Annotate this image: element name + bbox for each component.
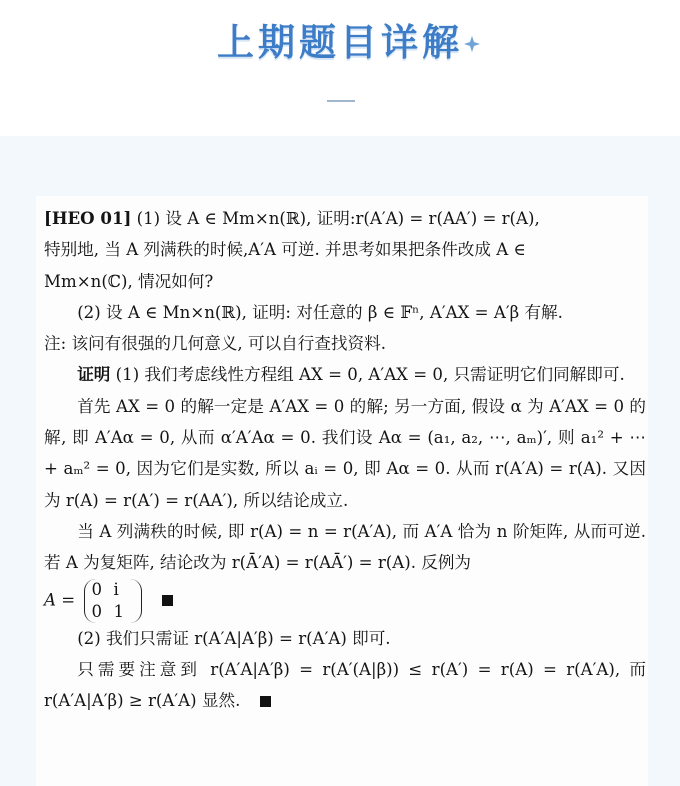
header — [0, 0, 680, 136]
proof-paragraph-2: 当 A 列满秩的时候, 即 r(A) = n = r(A′A), 而 A′A 恰为 n 阶矩阵, 从而可逆. 若 A 为复矩阵, 结论改为 r(Ā′A) = r(AĀ′) = r(A). 反例为 — [44, 521, 646, 573]
matrix-cell: 0 — [91, 579, 103, 599]
qed-square-icon — [260, 696, 271, 707]
proof-label: 证明 — [77, 364, 111, 385]
matrix-cell: 1 — [113, 601, 125, 621]
counterexample-matrix — [84, 579, 142, 623]
matrix-prefix: A = — [44, 590, 76, 610]
problem-part1-line2: 特别地, 当 A 列满秩的时候,A′A 可逆. 并思考如果把条件改成 A ∈ — [44, 240, 526, 260]
page-title: 上期题目详解 — [217, 21, 463, 64]
matrix-cell: i — [113, 579, 119, 599]
proof-paragraph-1: 首先 AX = 0 的解一定是 A′AX = 0 的解; 另一方面, 假设 α 为 A′AX = 0 的解, 即 A′Aα = 0, 从而 α′A′Aα = 0. 我们设 Aα = (a₁, a₂, ⋯, aₘ)′, 则 a₁² + ⋯ + aₘ² = 0, 因为它们是实数, 所以 aᵢ = 0, 即 Aα = 0. 从而 r(A′A) = r(A). 又因为 r(A) = r(A′) = r(AA′), 所以结论成立. — [44, 396, 646, 510]
proof-part2-line: (2) 我们只需证 r(A′A|A′β) = r(A′A) 即可. — [77, 628, 391, 648]
sparkle-icon — [464, 36, 480, 52]
proof-part2-paragraph — [44, 654, 646, 717]
problem-statement — [44, 203, 646, 234]
title-divider — [327, 100, 355, 102]
document-body — [44, 203, 646, 716]
problem-label: [HEO 01] — [44, 208, 132, 228]
matrix-cell: 0 — [91, 601, 103, 621]
proof-intro — [44, 359, 646, 390]
problem-part2: (2) 设 A ∈ Mn×n(ℝ), 证明: 对任意的 β ∈ 𝔽ⁿ, A′AX = A′β 有解. — [77, 302, 563, 322]
counterexample-line — [44, 579, 646, 623]
problem-part1-line1: (1) 设 A ∈ Mm×n(ℝ), 证明:r(A′A) = r(AA′) = r(A), — [136, 209, 540, 228]
proof-part2-text: 只需要注意到 r(A′A|A′β) = r(A′(A|β)) ≤ r(A′) = r(A) = r(A′A), 而 r(A′A|A′β) ≥ r(A′A) 显然. — [44, 659, 646, 711]
qed-square-icon — [162, 595, 173, 606]
problem-part1-line3: Mm×n(ℂ), 情况如何? — [44, 271, 214, 291]
problem-note: 注: 该问有很强的几何意义, 可以自行查找资料. — [44, 334, 386, 354]
proof-intro-text: (1) 我们考虑线性方程组 AX = 0, A′AX = 0, 只需证明它们同解即可. — [115, 365, 625, 385]
